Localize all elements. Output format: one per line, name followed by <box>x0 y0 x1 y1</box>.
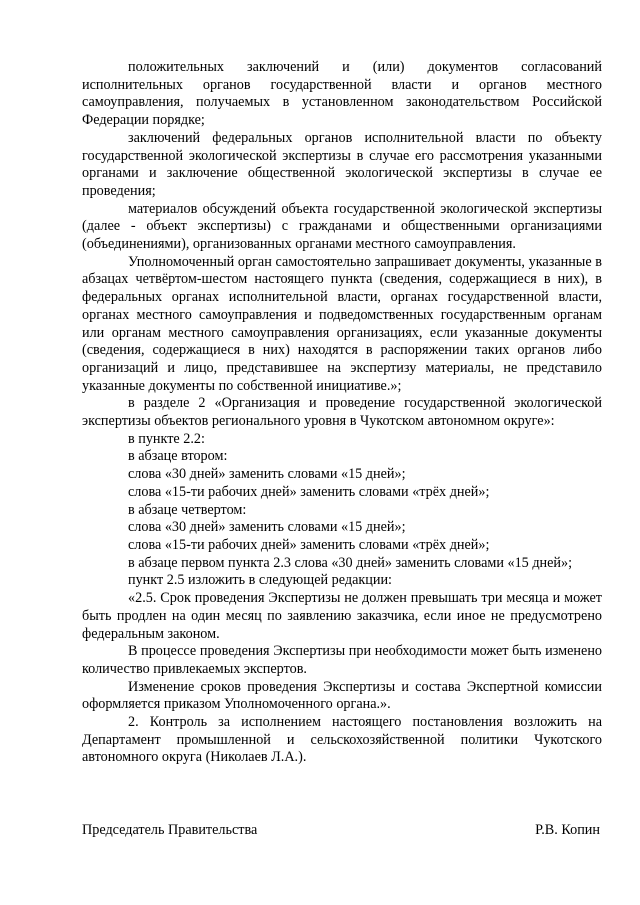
paragraph-replace-15-workdays-b: слова «15-ти рабочих дней» заменить словами «трёх дней»; <box>128 536 490 553</box>
paragraph-federal-conclusions: заключений федеральных органов исполнительной власти по объекту государственной экологической экспертизы в случае его рассмотрения указанными органами и заключение общественной экологической экспертизы в случае ее проведения; <box>82 129 602 199</box>
paragraph-second-abzac: в абзаце втором: <box>128 448 228 465</box>
paragraph-replace-15-workdays-a: слова «15-ти рабочих дней» заменить словами «трёх дней»; <box>128 483 490 500</box>
paragraph-discussion-materials: материалов обсуждений объекта государственной экологической экспертизы (далее - объект экспертизы) с гражданами и общественными организациями (объединениями), организованных органами местного самоуправления. <box>82 200 602 253</box>
paragraph-item-2-5-term: «2.5. Срок проведения Экспертизы не должен превышать три месяца и может быть продлен на один месяц по заявлению заказчика, если иное не предусмотрено федеральным законом. <box>82 590 602 642</box>
paragraph-terms-change: Изменение сроков проведения Экспертизы и состава Экспертной комиссии оформляется приказом Уполномоченного органа.». <box>82 678 602 713</box>
document-body <box>82 59 602 767</box>
paragraph-replace-30-days-a: слова «30 дней» заменить словами «15 дней»; <box>128 466 406 483</box>
paragraph-experts-count: В процессе проведения Экспертизы при необходимости может быть изменено количество привлекаемых экспертов. <box>82 643 602 677</box>
paragraph-positive-conclusions: положительных заключений и (или) документов согласований исполнительных органов государственной власти и органов местного самоуправления, получаемых в установленном законодательством Российской Федерации порядке; <box>82 59 602 129</box>
paragraph-section-2-heading: в разделе 2 «Организация и проведение государственной экологической экспертизы объектов регионального уровня в Чукотском автономном округе»: <box>82 395 602 430</box>
paragraph-item-2-5-intro: пункт 2.5 изложить в следующей редакции: <box>128 572 392 589</box>
paragraph-item-2-2: в пункте 2.2: <box>128 430 205 447</box>
paragraph-authorized-body-requests: Уполномоченный орган самостоятельно запрашивает документы, указанные в абзацах четвёртом-шестом настоящего пункта (сведения, содержащиеся в них), в федеральных органах исполнительной власти, органах государственной власти, органах местного самоуправления и подведомственных государственным органам или органам местного самоуправления организациях, если указанные документы (сведения, содержащиеся в них) находятся в распоряжении таких органов либо организаций и лицо, представившее на экспертизу материалы, не представило указанные документы по собственной инициативе.»; <box>82 253 602 394</box>
paragraph-fourth-abzac: в абзаце четвертом: <box>128 501 247 518</box>
paragraph-replace-30-days-b: слова «30 дней» заменить словами «15 дней»; <box>128 519 406 536</box>
paragraph-item-2-3: в абзаце первом пункта 2.3 слова «30 дней» заменить словами «15 дней»; <box>128 554 573 571</box>
signature-title: Председатель Правительства <box>82 822 258 838</box>
paragraph-control: 2. Контроль за исполнением настоящего постановления возложить на Департамент промышленной и сельскохозяйственной политики Чукотского автономного округа (Николаев Л.А.). <box>82 714 602 766</box>
signature-name: Р.В. Копин <box>535 822 600 838</box>
